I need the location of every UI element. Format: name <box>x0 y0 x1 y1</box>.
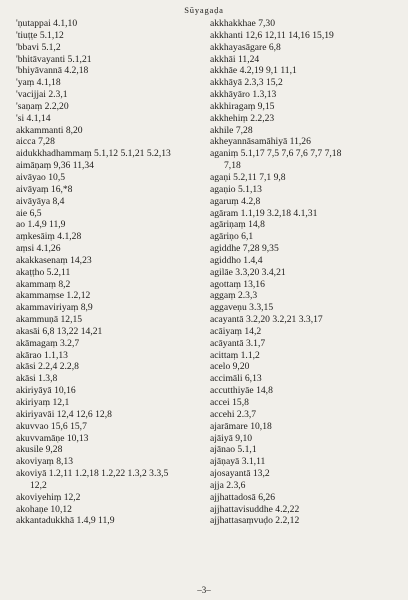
index-entry: agiddho 1.4,4 <box>210 254 263 266</box>
index-entry: agaṇi 5.2,11 7,1 9,8 <box>210 171 286 183</box>
index-entry: akohaṇe 10,12 <box>16 503 72 515</box>
index-entry: 7,18 <box>224 160 241 172</box>
index-entry: akkhāe 4.2,19 9,1 11,1 <box>210 65 297 77</box>
index-entry: aimāṇaṃ 9,36 11,34 <box>16 160 94 172</box>
index-entry: ajjhattadosā 6,26 <box>210 491 276 503</box>
index-entry: akammaṃ 8,2 <box>16 278 71 290</box>
index-entry: aggaveṇu 3.3,15 <box>210 302 274 314</box>
index-entry: akāsi 1.3,8 <box>16 373 58 385</box>
index-entry: aivāyaṃ 16,*8 <box>16 183 73 195</box>
index-entry: ajarāmare 10,18 <box>210 420 272 432</box>
index-entry: akāsi 2.2,4 2.2,8 <box>16 361 79 373</box>
index-entry: ajāṇayā 3.1,11 <box>210 456 266 468</box>
index-entry: akkhehiṃ 2.2,23 <box>210 112 275 124</box>
index-entry: agaruṃ 4.2,8 <box>210 195 261 207</box>
index-entry: akiriyaṃ 12,1 <box>16 397 70 408</box>
index-entry: akkhakkhae 7,30 <box>210 18 276 29</box>
index-entry: acāyantā 3.1,7 <box>210 337 266 349</box>
index-entry: accutthiyāe 14,8 <box>210 385 273 397</box>
index-entry: akammuṇā 12,15 <box>16 314 83 326</box>
index-entry: akasāi 6,8 13,22 14,21 <box>16 325 103 337</box>
index-entry: ajjhattavisuddhe 4.2,22 <box>210 503 300 515</box>
running-header: Sūyagaḍa <box>184 5 224 15</box>
index-entry: 'ṇutappai 4.1,10 <box>16 18 78 29</box>
index-entry: akārao 1.1,13 <box>16 349 68 361</box>
index-entry: akkhāyā 2.3,3 15,2 <box>210 77 283 89</box>
index-entry: ajosayantā 13,2 <box>210 468 270 480</box>
index-entry: agilāe 3.3,20 3.4,21 <box>210 266 286 278</box>
index-entry: 'bbavi 5.1,2 <box>16 41 61 53</box>
index-entry: akkhanti 12,6 12,11 14,16 15,19 <box>210 29 334 41</box>
index-entry: akhile 7,28 <box>210 124 253 136</box>
index-entry: akakkasenaṃ 14,23 <box>16 254 92 266</box>
index-entry: akkhāyāro 1.3,13 <box>210 89 277 101</box>
index-entry: aṃsi 4.1,26 <box>16 243 61 255</box>
index-entry: agāram 1.1,19 3.2,18 4.1,31 <box>210 207 318 219</box>
index-entry: acāiyaṃ 14,2 <box>210 325 262 337</box>
index-entry: agaṇio 5.1,13 <box>210 183 262 195</box>
index-entry: 'bhiyāvannā 4.2,18 <box>16 65 89 77</box>
index-entry: aggaṃ 2.3,3 <box>210 290 258 302</box>
page-number: –3– <box>197 585 211 595</box>
index-entry: aicca 7,28 <box>16 136 55 148</box>
index-entry: aṃkesāiṃ 4.1,28 <box>16 231 82 243</box>
index-entry: akoviyaṃ 8,13 <box>16 456 74 468</box>
index-entry: agiddhe 7,28 9,35 <box>210 243 279 255</box>
index-entry: akiriyavāi 12,4 12,6 12,8 <box>16 408 112 420</box>
index-entry: akammaviriyaṃ 8,9 <box>16 302 93 314</box>
index-entry: ajānao 5.1,1 <box>210 444 257 456</box>
index-entry: aivāyao 10,5 <box>16 171 66 183</box>
index-entry: 'vacijjai 2.3,1 <box>16 89 68 101</box>
index-entry: acittaṃ 1.1,2 <box>210 349 260 361</box>
index-entry: ao 1.4,9 11,9 <box>16 219 66 231</box>
index-entry: akammaṃse 1.2,12 <box>16 290 91 302</box>
index-entry: ajāiyā 9,10 <box>210 432 253 444</box>
index-entry: agāriṇaṃ 14,8 <box>210 219 265 231</box>
index-entry: akiriyāyā 10,16 <box>16 385 76 397</box>
index-entry: 'yaṃ 4.1,18 <box>16 77 61 89</box>
index-entry: akheyannāsamāhiyā 11,26 <box>210 136 311 148</box>
index-entry: akaṭṭho 5.2,11 <box>16 266 71 278</box>
index-entry: 'si 4.1,14 <box>16 112 51 124</box>
index-entry: aganiṃ 5.1,17 7,5 7,6 7,6 7,7 7,18 <box>210 148 342 160</box>
index-entry: ajja 2.3,6 <box>210 479 246 491</box>
index-entry: akkhāi 11,24 <box>210 53 260 65</box>
index-entry: akoviyehiṃ 12,2 <box>16 491 81 503</box>
index-entry: acayantā 3.2,20 3.2,21 3.3,17 <box>210 314 323 326</box>
index-entry: accei 15,8 <box>210 397 249 408</box>
index-entry: akoviyā 1.2,11 1.2,18 1.2,22 1.3,2 3.3,5 <box>16 468 169 480</box>
index-entry: akkhiragaṃ 9,15 <box>210 100 275 112</box>
index-entry: akkantadukkhā 1.4,9 11,9 <box>16 515 115 527</box>
index-entry: akuvvao 15,6 15,7 <box>16 420 87 432</box>
index-entry: akāmagaṃ 3.2,7 <box>16 337 80 349</box>
index-entry: aidukkhadhammaṃ 5.1,12 5.1,21 5.2,13 <box>16 148 171 160</box>
index-entry: akuvvamāṇe 10,13 <box>16 432 89 444</box>
index-entry: agottaṃ 13,16 <box>210 278 265 290</box>
index-entry: accimāli 6,13 <box>210 373 262 385</box>
index-entry: accehi 2.3,7 <box>210 408 257 420</box>
index-entry: ajjhattasaṃvuḍo 2.2,12 <box>210 515 300 527</box>
index-column-left <box>16 18 202 527</box>
index-entry: 'bhitāvayanti 5.1,21 <box>16 53 92 65</box>
index-entry: aie 6,5 <box>16 207 42 219</box>
index-entry: aivāyāya 8,4 <box>16 195 65 207</box>
index-entry: akkhayasāgare 6,8 <box>210 41 281 53</box>
index-entry: 'saṇaṃ 2.2,20 <box>16 100 69 112</box>
index-entry: akusile 9,28 <box>16 444 63 456</box>
index-entry: akkammanti 8,20 <box>16 124 83 136</box>
index-entry: 12,2 <box>30 479 47 491</box>
index-entry: agāriṇo 6,1 <box>210 231 254 243</box>
index-column-right <box>210 18 396 527</box>
index-entry: acelo 9,20 <box>210 361 250 373</box>
index-entry: 'tiuṭṭe 5.1,12 <box>16 29 64 41</box>
